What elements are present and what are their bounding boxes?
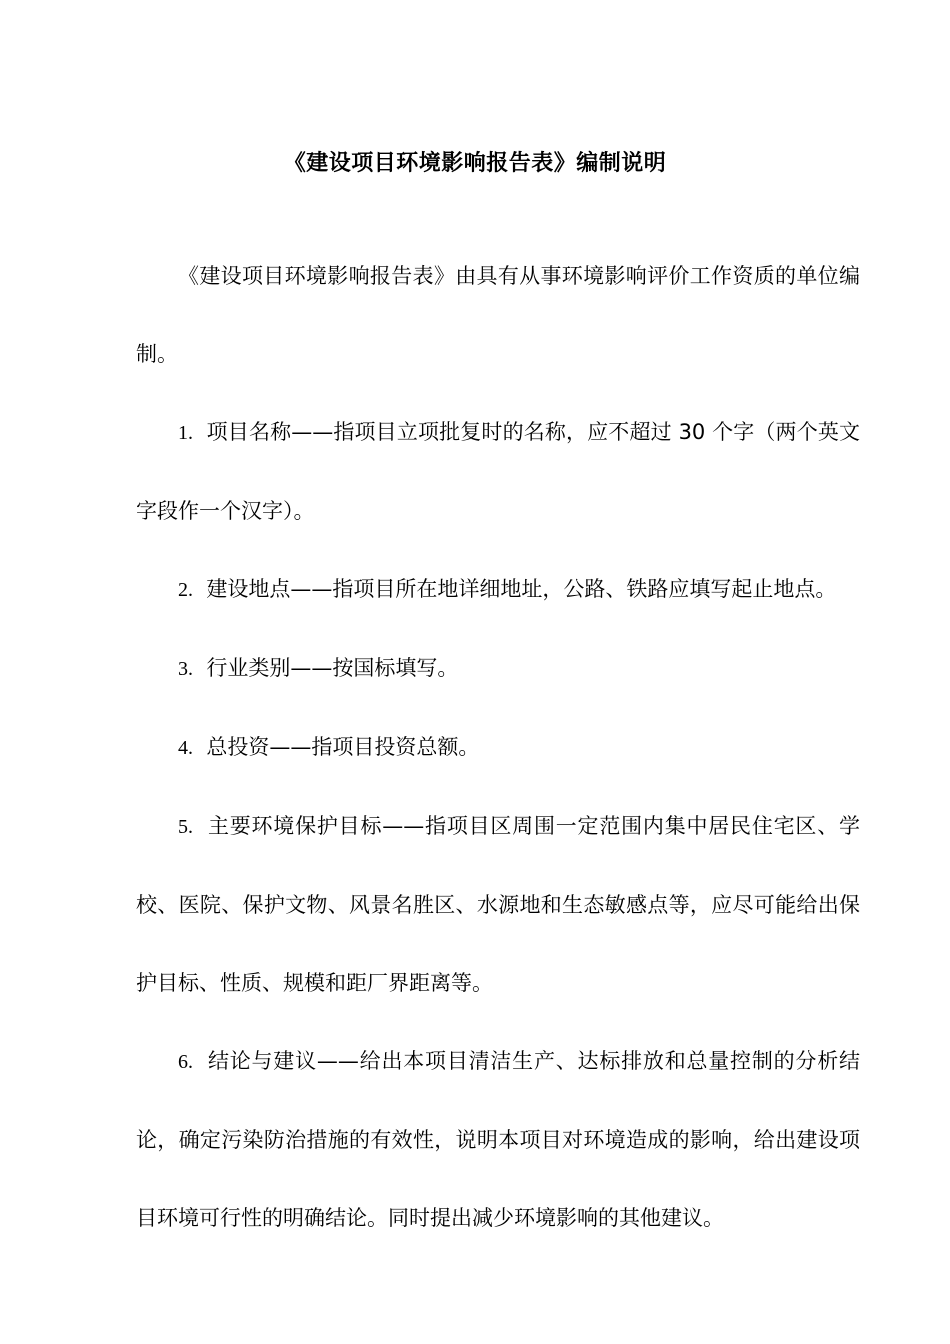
paragraph-item-4 — [136, 708, 860, 787]
paragraph-item-6 — [136, 1022, 860, 1257]
item-number: 1. — [178, 422, 193, 444]
paragraph-text: 《建设项目环境影响报告表》由具有从事环境影响评价工作资质的单位编制。 — [136, 264, 860, 366]
paragraph-text: 总投资——指项目投资总额。 — [206, 735, 480, 759]
paragraph-text: 行业类别——按国标填写。 — [206, 656, 459, 680]
paragraph-text: 结论与建议——给出本项目清洁生产、达标排放和总量控制的分析结论，确定污染防治措施的有效性，说明本项目对环境造成的影响，给出建设项目环境可行性的明确结论。同时提出减少环境影响的其他建议。 — [136, 1049, 860, 1230]
paragraph-text: 项目名称——指项目立项批复时的名称，应不超过 30 个字（两个英文字段作一个汉字）。 — [136, 420, 860, 523]
item-number: 3. — [178, 658, 193, 680]
item-number: 6. — [178, 1051, 193, 1073]
paragraph-text: 建设地点——指项目所在地详细地址，公路、铁路应填写起止地点。 — [206, 577, 837, 601]
item-number: 2. — [178, 579, 193, 601]
document-title: 《建设项目环境影响报告表》编制说明 — [283, 151, 667, 176]
paragraph-intro — [136, 237, 860, 393]
paragraph-item-3 — [136, 629, 860, 708]
item-number: 5. — [178, 816, 193, 838]
document-body — [136, 237, 860, 1257]
paragraph-text: 主要环境保护目标——指项目区周围一定范围内集中居民住宅区、学校、医院、保护文物、风景名胜区、水源地和生态敏感点等，应尽可能给出保护目标、性质、规模和距厂界距离等。 — [136, 814, 860, 995]
paragraph-item-2 — [136, 550, 860, 629]
paragraph-item-5 — [136, 787, 860, 1022]
paragraph-item-1 — [136, 393, 860, 550]
item-number: 4. — [178, 737, 193, 759]
